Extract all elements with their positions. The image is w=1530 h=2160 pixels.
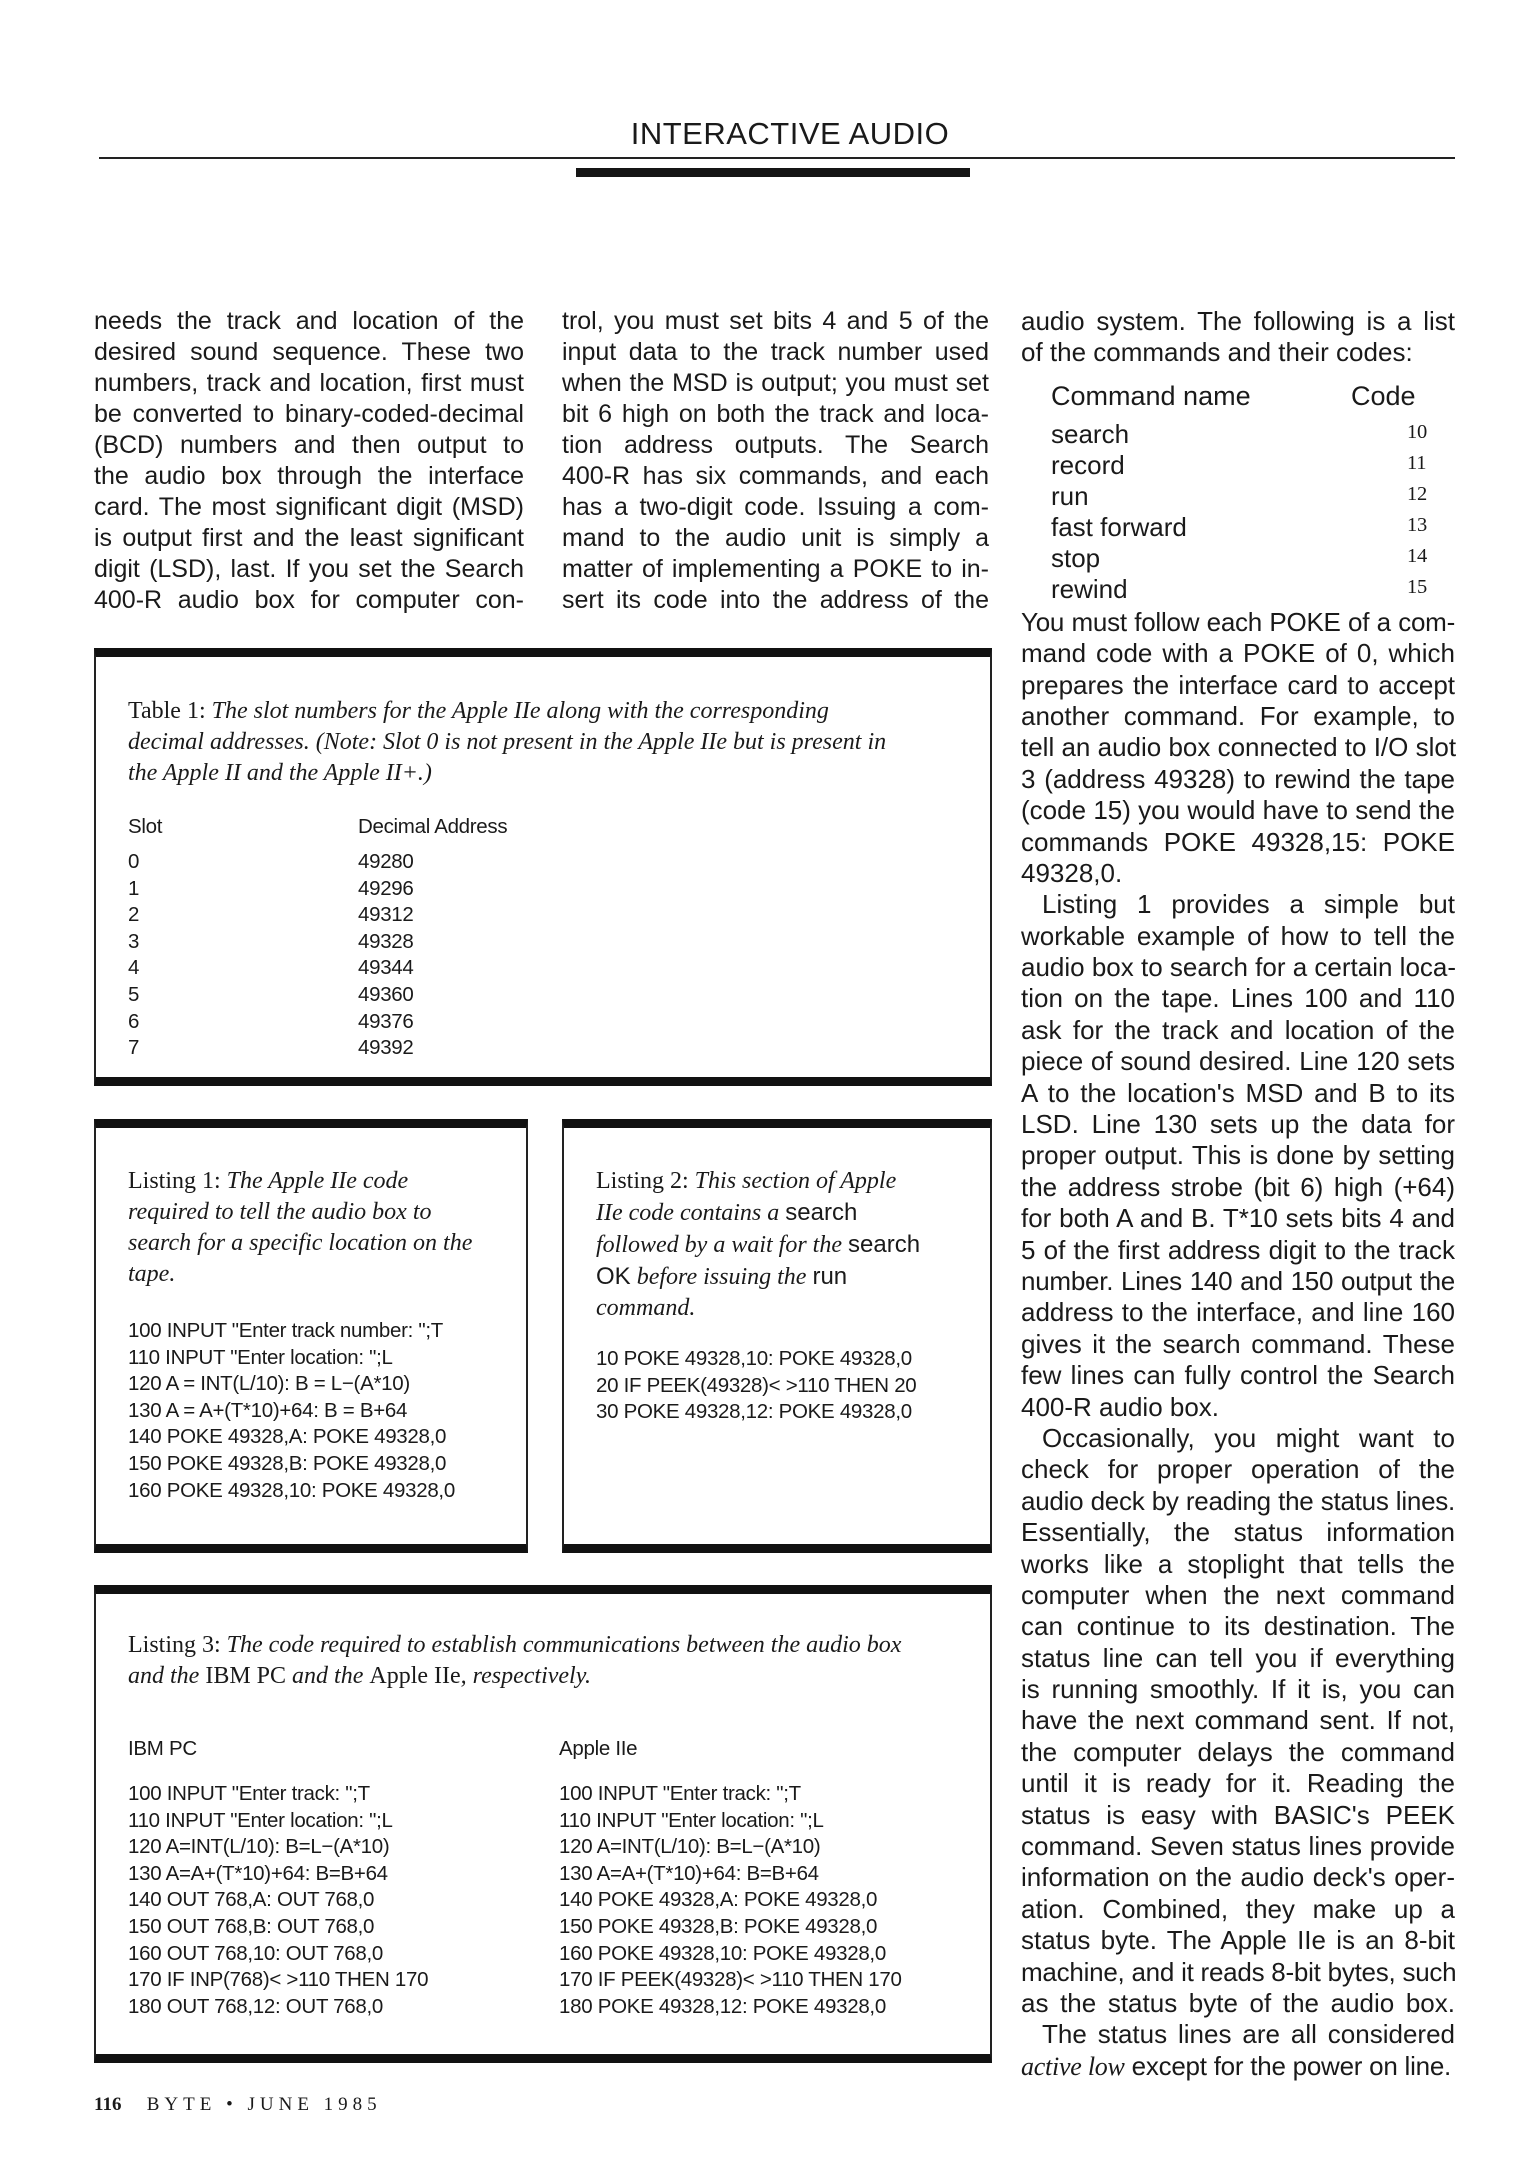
text-line: mand code with a POKE of 0, which: [1021, 638, 1455, 669]
slot-number: 3: [128, 929, 140, 953]
apple-iie-code: [559, 1781, 902, 2020]
body-column-3: [1021, 306, 1455, 2082]
text-line: 3 (address 49328) to rewind the tape: [1021, 763, 1455, 794]
command-term: run: [812, 1263, 848, 1290]
table-1-box: [94, 648, 992, 1086]
command-row: [1051, 450, 1431, 481]
text-line: check for proper operation of the: [1021, 1454, 1455, 1485]
page-number: 116: [94, 2094, 122, 2115]
command-row: [1051, 574, 1431, 605]
header-rule: [99, 157, 1455, 159]
listing-3-box: [94, 1585, 992, 2063]
text-line: A to the location's MSD and B to its: [1021, 1077, 1455, 1108]
text-line: audio system. The following is a list: [1021, 306, 1455, 336]
text-line: for both A and B. T*10 sets bits 4 and: [1021, 1203, 1455, 1234]
text-line: matter of implementing a POKE to in-: [562, 555, 989, 583]
text-line: tion on the tape. Lines 100 and 110: [1021, 983, 1455, 1014]
code-line: 150 POKE 49328,B: POKE 49328,0: [128, 1451, 447, 1475]
text-line: ask for the track and location of the: [1021, 1014, 1455, 1045]
text-line: can continue to its destination. The: [1021, 1611, 1455, 1642]
command-name: run: [1051, 480, 1089, 511]
listing-2-caption: [596, 1166, 976, 1324]
code-line: 140 OUT 768,A: OUT 768,0: [128, 1888, 375, 1912]
text-line: proper output. This is done by setting: [1021, 1140, 1455, 1171]
text-line: 400-R audio box.: [1021, 1391, 1220, 1422]
magazine-issue: BYTE • JUNE 1985: [146, 2094, 382, 2115]
text-line: status byte. The Apple IIe is an 8-bit: [1021, 1925, 1455, 1956]
caption-line: command.: [596, 1295, 696, 1321]
text-line: needs the track and location of the: [94, 307, 524, 335]
caption-label: Listing 3:: [128, 1632, 221, 1658]
code-line: 150 OUT 768,B: OUT 768,0: [128, 1914, 375, 1938]
text-line: tion address outputs. The Search: [562, 431, 989, 459]
command-row: [1051, 481, 1431, 512]
listing-3-caption: [128, 1630, 978, 1692]
command-code: 14: [1407, 544, 1427, 567]
caption-text: and the: [128, 1663, 206, 1689]
caption-line: This section of Apple: [694, 1168, 897, 1194]
command-term: OK: [596, 1263, 631, 1290]
text-line: workable example of how to tell the: [1021, 920, 1455, 951]
decimal-address: 49392: [358, 1036, 414, 1060]
text-line: be converted to binary-coded-decimal: [94, 400, 524, 428]
text-line: card. The most significant digit (MSD): [94, 493, 524, 521]
command-row: [1051, 419, 1431, 450]
text-line: numbers, track and location, first must: [94, 369, 524, 397]
text-line: the computer delays the command: [1021, 1736, 1455, 1767]
command-name: record: [1051, 449, 1125, 480]
command-code: 10: [1407, 420, 1427, 443]
text-line: gives it the search command. These: [1021, 1328, 1455, 1359]
text-line: information on the audio deck's oper-: [1021, 1862, 1455, 1893]
address-column-header: Decimal Address: [358, 815, 508, 838]
decimal-address: 49360: [358, 983, 414, 1006]
listing-2-box: [562, 1119, 992, 1553]
code-line: 30 POKE 49328,12: POKE 49328,0: [596, 1400, 912, 1424]
text-line: input data to the track number used: [562, 338, 989, 366]
code-line: 160 POKE 49328,10: POKE 49328,0: [128, 1478, 455, 1502]
table-1-caption: [128, 696, 968, 789]
emphasis-text: active low: [1021, 2051, 1125, 2081]
code-line: 130 A = A+(T*10)+64: B = B+64: [128, 1398, 408, 1422]
caption-label: Listing 1:: [128, 1168, 221, 1194]
command-name: search: [1051, 418, 1130, 449]
command-row: [1051, 543, 1431, 574]
text-line: commands POKE 49328,15: POKE: [1021, 826, 1455, 857]
command-term: search: [848, 1231, 921, 1258]
slot-number: 7: [128, 1036, 140, 1060]
text-line: status line can tell you if everything: [1021, 1642, 1455, 1673]
caption-line: The slot numbers for the Apple IIe along with the corresponding: [211, 698, 829, 724]
text-line: few lines can fully control the Search: [1021, 1360, 1455, 1391]
caption-text: and the: [286, 1663, 370, 1689]
text-line: ation. Combined, they make up a: [1021, 1893, 1455, 1924]
code-line: 150 POKE 49328,B: POKE 49328,0: [559, 1914, 878, 1938]
text-line: You must follow each POKE of a com-: [1021, 606, 1455, 637]
code-line: 20 IF PEEK(49328)< >110 THEN 20: [596, 1373, 917, 1397]
text-line: computer when the next command: [1021, 1579, 1455, 1610]
text: except for the power on line.: [1124, 2050, 1452, 2081]
text-line: LSD. Line 130 sets up the data for: [1021, 1109, 1455, 1140]
text-line: command. Seven status lines provide: [1021, 1831, 1455, 1862]
header-bar: [576, 168, 970, 177]
caption-line: The Apple IIe code: [226, 1168, 409, 1194]
text-line: trol, you must set bits 4 and 5 of the: [562, 307, 989, 335]
decimal-address: 49280: [358, 850, 414, 873]
code-line: 120 A = INT(L/10): B = L−(A*10): [128, 1372, 410, 1396]
command-code: 12: [1407, 482, 1427, 505]
body-column-2: [562, 306, 989, 616]
text-line: (BCD) numbers and then output to: [94, 431, 524, 459]
command-code: 11: [1407, 451, 1427, 474]
caption-term: Apple IIe: [369, 1663, 461, 1689]
text-line: Listing 1 provides a simple but: [1042, 889, 1455, 920]
text-line: another command. For example, to: [1021, 700, 1455, 731]
slot-number: 1: [128, 876, 140, 900]
text-line: is output first and the least significant: [94, 524, 524, 552]
code-line: 130 A=A+(T*10)+64: B=B+64: [128, 1861, 388, 1885]
command-name: stop: [1051, 542, 1101, 573]
command-code: 13: [1407, 513, 1427, 536]
command-term: search: [785, 1199, 858, 1226]
ibm-pc-heading: IBM PC: [128, 1737, 197, 1760]
text-line: 5 of the first address digit to the track: [1021, 1234, 1455, 1265]
caption-line: tape.: [128, 1261, 176, 1287]
code-line: 130 A=A+(T*10)+64: B=B+64: [559, 1861, 819, 1885]
command-code-table: [1021, 369, 1455, 607]
code-line: 170 IF PEEK(49328)< >110 THEN 170: [559, 1968, 902, 1992]
code-line: 110 INPUT "Enter location: ";L: [128, 1808, 393, 1832]
slot-number: 4: [128, 956, 140, 980]
caption-term: IBM PC: [205, 1663, 287, 1689]
slot-number: 6: [128, 1009, 140, 1033]
running-header-title: INTERACTIVE AUDIO: [630, 116, 950, 151]
decimal-address: 49376: [358, 1009, 414, 1033]
command-row: [1051, 512, 1431, 543]
decimal-address: 49296: [358, 876, 414, 900]
text-line: is running smoothly. If it is, you can: [1021, 1674, 1455, 1705]
decimal-address: 49344: [358, 956, 414, 980]
text-line: piece of sound desired. Line 120 sets: [1021, 1046, 1455, 1077]
text-line: [1021, 2051, 1455, 2082]
decimal-address: 49328: [358, 929, 414, 953]
text-line: address to the interface, and line 160: [1021, 1297, 1455, 1328]
command-name: rewind: [1051, 573, 1128, 604]
text-line: bit 6 high on both the track and loca-: [562, 400, 989, 428]
text-line: 400-R has six commands, and each: [562, 462, 989, 490]
text-line: machine, and it reads 8-bit bytes, such: [1021, 1956, 1457, 1987]
text-line: of the commands and their codes:: [1021, 337, 1413, 368]
slot-number: 2: [128, 903, 140, 927]
text-line: 49328,0.: [1021, 857, 1123, 888]
caption-label: Listing 2:: [596, 1168, 689, 1194]
caption-label: Table 1:: [128, 698, 206, 724]
text-line: the address strobe (bit 6) high (+64): [1021, 1171, 1455, 1202]
text-line: (code 15) you would have to send the: [1021, 795, 1455, 826]
command-name: fast forward: [1051, 511, 1187, 542]
text-line: 400-R audio box for computer con-: [94, 586, 524, 614]
text-line: sert its code into the address of the: [562, 586, 989, 614]
text-line: number. Lines 140 and 150 output the: [1021, 1265, 1455, 1296]
listing-2-code: [596, 1346, 916, 1426]
caption-line: The code required to establish communications between the audio box: [226, 1632, 902, 1658]
code-line: 100 INPUT "Enter track: ";T: [559, 1782, 801, 1805]
caption-text: IIe code contains a: [596, 1200, 786, 1226]
text-line: The status lines are all considered: [1042, 2019, 1455, 2050]
code-line: 180 POKE 49328,12: POKE 49328,0: [559, 1994, 886, 2018]
slot-number: 0: [128, 850, 140, 873]
code-line: 140 POKE 49328,A: POKE 49328,0: [559, 1888, 878, 1912]
body-paragraphs: [1021, 607, 1455, 2082]
decimal-address: 49312: [358, 903, 414, 927]
listing-1-code: [128, 1318, 455, 1504]
code-line: 100 INPUT "Enter track number: ";T: [128, 1319, 444, 1342]
code-line: 160 POKE 49328,10: POKE 49328,0: [559, 1941, 886, 1965]
text-line: mand to the audio unit is simply a: [562, 524, 989, 552]
code-line: 10 POKE 49328,10: POKE 49328,0: [596, 1347, 912, 1370]
text-line: tell an audio box connected to I/O slot: [1021, 732, 1457, 763]
text-line: until it is ready for it. Reading the: [1021, 1768, 1455, 1799]
text-line: Essentially, the status information: [1021, 1517, 1455, 1548]
code-line: 120 A=INT(L/10): B=L−(A*10): [559, 1835, 821, 1859]
body-column-1: [94, 306, 524, 616]
command-name-header: Command name: [1051, 380, 1251, 411]
text-line: have the next command sent. If not,: [1021, 1705, 1455, 1736]
page-footer: [94, 2094, 382, 2116]
caption-text: followed by a wait for the: [596, 1232, 848, 1258]
ibm-pc-code: [128, 1781, 428, 2020]
text-line: digit (LSD), last. If you set the Search: [94, 555, 524, 583]
text-line: status is easy with BASIC's PEEK: [1021, 1799, 1455, 1830]
text-line: when the MSD is output; you must set: [562, 369, 989, 397]
intro-paragraph: [1021, 306, 1455, 369]
code-line: 160 OUT 768,10: OUT 768,0: [128, 1941, 383, 1965]
caption-text: , respectively.: [460, 1663, 592, 1689]
code-header: Code: [1351, 380, 1416, 411]
slot-column-header: Slot: [128, 815, 163, 838]
text-line: audio deck by reading the status lines.: [1021, 1485, 1455, 1516]
apple-iie-heading: Apple IIe: [559, 1737, 638, 1760]
text-line: the audio box through the interface: [94, 462, 524, 490]
text-line: Occasionally, you might want to: [1042, 1422, 1455, 1453]
command-code: 15: [1407, 575, 1427, 598]
code-line: 180 OUT 768,12: OUT 768,0: [128, 1994, 383, 2018]
text-line: audio box to search for a certain loca-: [1021, 952, 1457, 983]
text-line: as the status byte of the audio box.: [1021, 1987, 1455, 2018]
code-line: 170 IF INP(768)< >110 THEN 170: [128, 1968, 429, 1992]
text-line: works like a stoplight that tells the: [1021, 1548, 1455, 1579]
slot-number: 5: [128, 983, 140, 1006]
code-line: 140 POKE 49328,A: POKE 49328,0: [128, 1425, 447, 1449]
caption-line: decimal addresses. (Note: Slot 0 is not present in the Apple IIe but is present in: [128, 729, 887, 755]
caption-text: before issuing the: [630, 1264, 813, 1290]
text-line: has a two-digit code. Issuing a com-: [562, 493, 989, 521]
listing-1-box: [94, 1119, 528, 1553]
text-line: desired sound sequence. These two: [94, 338, 524, 366]
text-line: prepares the interface card to accept: [1021, 669, 1455, 700]
caption-line: search for a specific location on the: [128, 1230, 473, 1256]
caption-line: the Apple II and the Apple II+.): [128, 760, 432, 786]
code-line: 100 INPUT "Enter track: ";T: [128, 1782, 370, 1805]
listing-1-caption: [128, 1166, 508, 1290]
caption-line: required to tell the audio box to: [128, 1199, 432, 1225]
code-line: 120 A=INT(L/10): B=L−(A*10): [128, 1835, 390, 1859]
code-line: 110 INPUT "Enter location: ";L: [128, 1345, 393, 1369]
code-line: 110 INPUT "Enter location: ";L: [559, 1808, 824, 1832]
